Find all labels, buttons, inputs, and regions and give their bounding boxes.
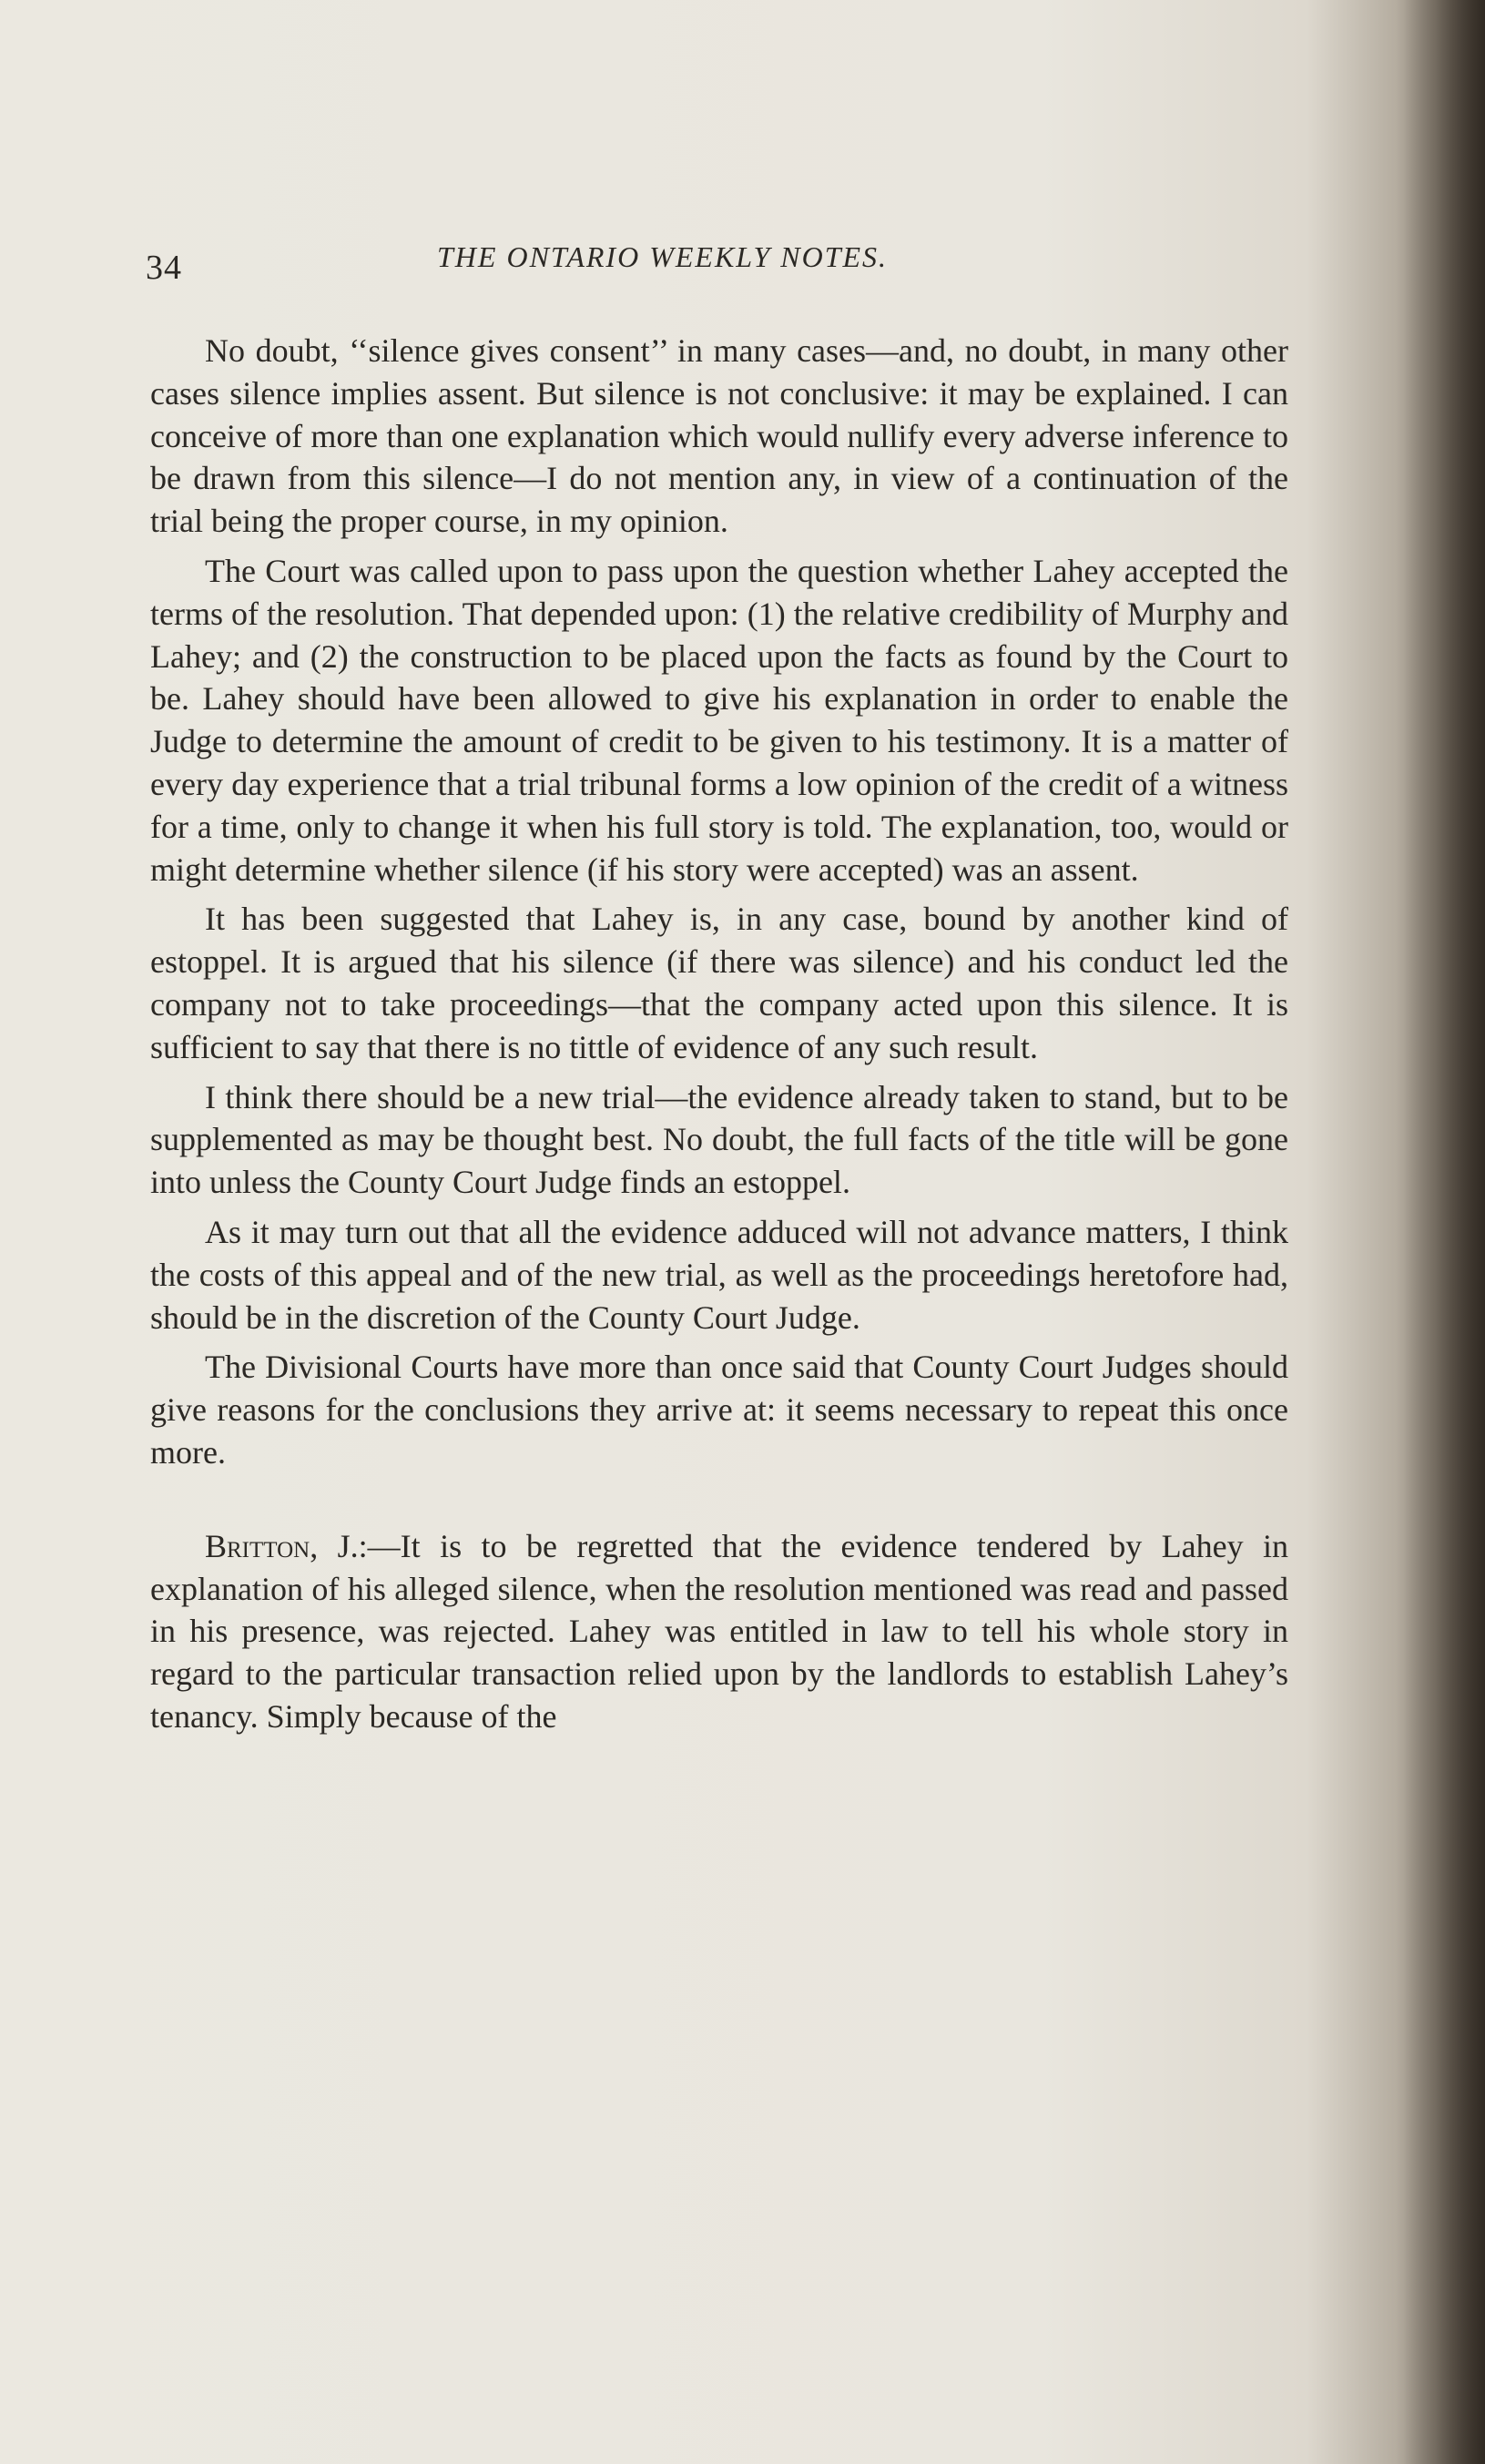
paragraph: No doubt, ‘‘silence gives consent’’ in many cases—and, no doubt, in many other cases silence implies assent. But silence is not conclusive: it may be explained. I can conceive of more than one explanation which would nullify every adverse inference to be drawn from this silence—I do not mention any, in view of a continuation of the trial being the proper course, in my opinion. — [150, 332, 1288, 540]
judgment-text: :—It is to be regretted that the evidence tendered by Lahey in explanation of his alleged silence, when the resolution mentioned was read and passed in his presence, was rejected. Lahey was entitled in law to tell his whole story in regard to the particular transaction relied upon by the landlords to establish Lahey’s tenancy. Simply because of the — [150, 1527, 1288, 1735]
judgment-paragraph — [150, 1525, 1288, 1738]
paragraph: I think there should be a new trial—the evidence already taken to stand, but to be supplemented as may be thought best. No doubt, the full facts of the title will be gone into unless the County Court Judge finds an estoppel. — [150, 1078, 1288, 1201]
page-header — [146, 239, 1293, 293]
page-binding-shadow — [1403, 0, 1485, 2464]
paragraph: It has been suggested that Lahey is, in any case, bound by another kind of estoppel. It is argued that his silence (if there was silence) and his conduct led the company not to take proceedings—that the company acted upon this silence. It is sufficient to say that there is no tittle of evidence of any such result. — [150, 901, 1288, 1065]
paragraph: The Divisional Courts have more than once said that County Court Judges should give reasons for the conclusions they arrive at: it seems necessary to repeat this once more. — [150, 1349, 1288, 1471]
paragraph: The Court was called upon to pass upon the question whether Lahey accepted the terms of the resolution. That depended upon: (1) the relative credibility of Murphy and Lahey; and (2) the construction to be placed upon the facts as found by the Court to be. Lahey should have been allowed to give his explanation in order to enable the Judge to determine the amount of credit to be given to his testimony. It is a matter of every day experience that a trial tribunal forms a low opinion of the credit of a witness for a time, only to change it when his full story is told. The explanation, too, would or might determine whether silence (if his story were accepted) was an assent. — [150, 552, 1288, 888]
body-text — [150, 330, 1288, 1738]
running-title: THE ONTARIO WEEKLY NOTES. — [437, 240, 889, 273]
page-number: 34 — [146, 249, 182, 287]
judge-name: Britton, J. — [205, 1527, 359, 1564]
paragraph: As it may turn out that all the evidence adduced will not advance matters, I think the costs of this appeal and of the new trial, as well as the proceedings heretofore had, should be in the discretion of the County Court Judge. — [150, 1213, 1288, 1336]
